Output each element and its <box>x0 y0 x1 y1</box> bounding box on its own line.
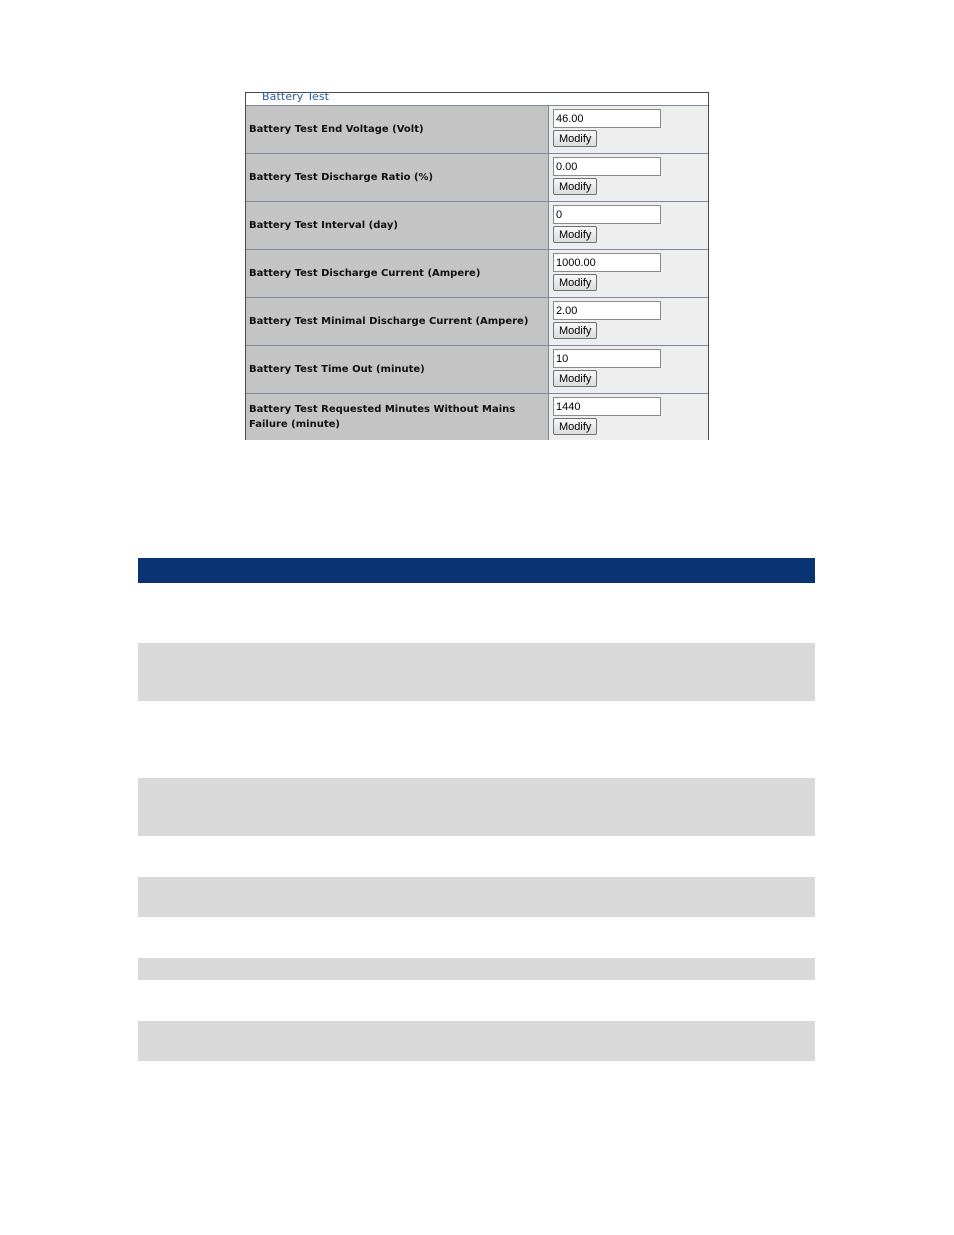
setting-label: Battery Test Interval (day) <box>246 202 549 249</box>
setting-value-cell <box>549 394 708 440</box>
table-row <box>138 877 815 917</box>
table-row <box>138 778 815 836</box>
end-voltage-input[interactable] <box>553 109 661 128</box>
setting-label: Battery Test Requested Minutes Without Mains Failure (minute) <box>246 394 549 440</box>
discharge-current-input[interactable] <box>553 253 661 272</box>
modify-minimal-discharge-current-button[interactable]: Modify <box>553 322 597 339</box>
table-row <box>138 980 815 1021</box>
document-table <box>138 558 815 1061</box>
setting-value-cell <box>549 154 708 201</box>
setting-label: Battery Test Discharge Ratio (%) <box>246 154 549 201</box>
setting-value-cell <box>549 250 708 297</box>
modify-interval-button[interactable]: Modify <box>553 226 597 243</box>
setting-label: Battery Test Time Out (minute) <box>246 346 549 393</box>
time-out-input[interactable] <box>553 349 661 368</box>
setting-value-cell <box>549 298 708 345</box>
setting-value-cell <box>549 106 708 153</box>
setting-row-minimal-discharge-current <box>246 298 708 346</box>
panel-title: Battery Test <box>262 90 330 103</box>
table-row <box>138 643 815 701</box>
modify-end-voltage-button[interactable]: Modify <box>553 130 597 147</box>
setting-row-discharge-current <box>246 250 708 298</box>
discharge-ratio-input[interactable] <box>553 157 661 176</box>
table-row <box>138 836 815 877</box>
table-row <box>138 1021 815 1061</box>
table-row <box>138 701 815 778</box>
table-header <box>138 558 815 583</box>
table-row <box>138 958 815 980</box>
setting-row-time-out <box>246 346 708 394</box>
setting-label: Battery Test Minimal Discharge Current (Ampere) <box>246 298 549 345</box>
modify-discharge-current-button[interactable]: Modify <box>553 274 597 291</box>
battery-test-panel <box>245 92 709 440</box>
requested-minutes-input[interactable] <box>553 397 661 416</box>
panel-header <box>246 90 708 106</box>
setting-row-interval <box>246 202 708 250</box>
table-row <box>138 583 815 643</box>
table-row <box>138 917 815 958</box>
setting-row-discharge-ratio <box>246 154 708 202</box>
modify-requested-minutes-button[interactable]: Modify <box>553 418 597 435</box>
setting-label: Battery Test End Voltage (Volt) <box>246 106 549 153</box>
setting-value-cell <box>549 202 708 249</box>
setting-row-requested-minutes <box>246 394 708 440</box>
setting-value-cell <box>549 346 708 393</box>
interval-input[interactable] <box>553 205 661 224</box>
setting-row-end-voltage <box>246 106 708 154</box>
minimal-discharge-current-input[interactable] <box>553 301 661 320</box>
setting-label: Battery Test Discharge Current (Ampere) <box>246 250 549 297</box>
modify-discharge-ratio-button[interactable]: Modify <box>553 178 597 195</box>
modify-time-out-button[interactable]: Modify <box>553 370 597 387</box>
